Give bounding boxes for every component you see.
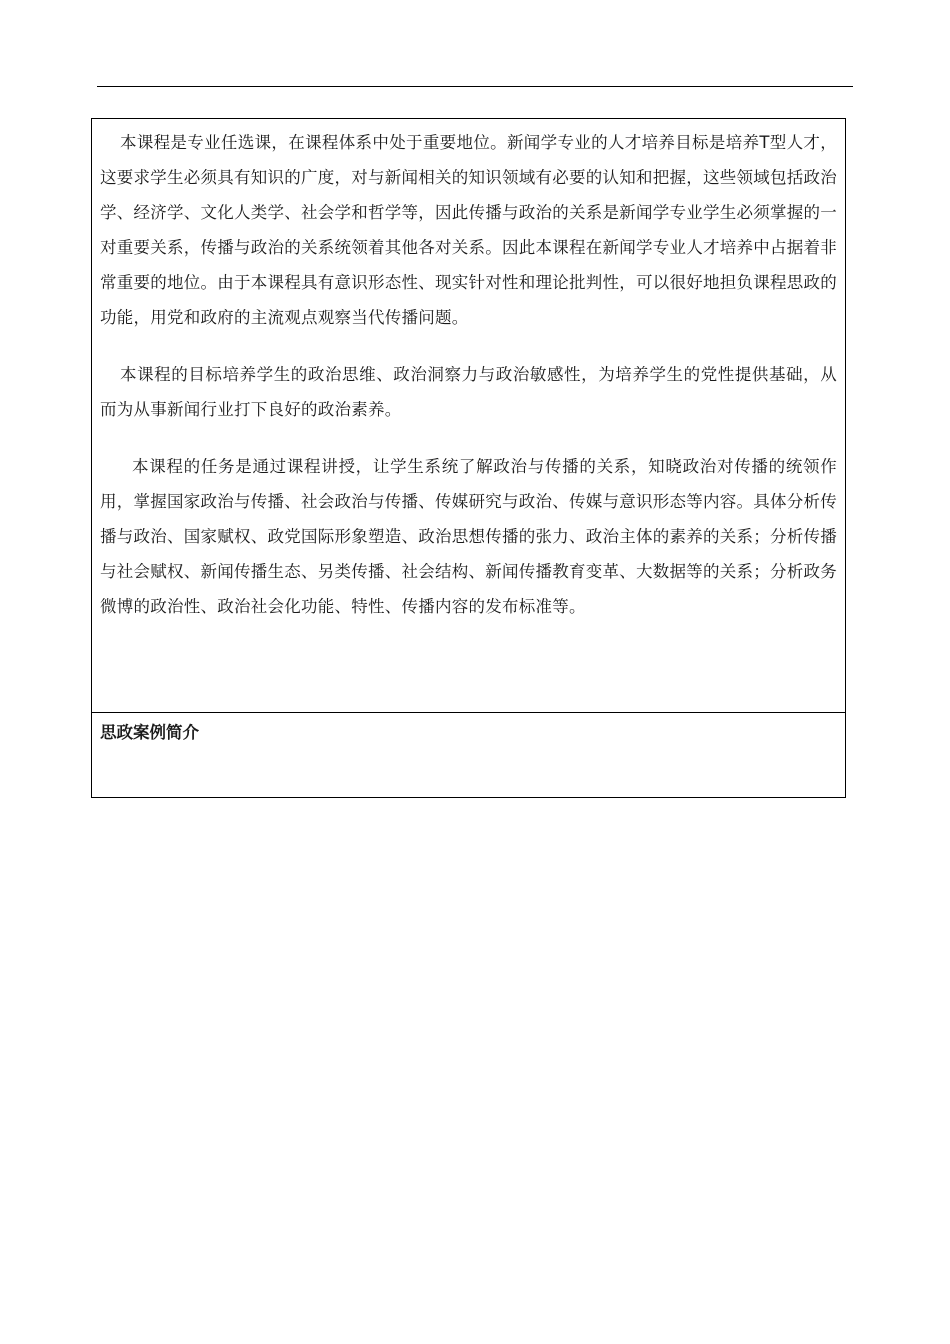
course-intro-paragraph-1: 本课程是专业任选课，在课程体系中处于重要地位。新闻学专业的人才培养目标是培养T型人才，这要求学生必须具有知识的广度，对与新闻相关的知识领域有必要的认知和把握，这些领域包括政治学、经济学、文化人类学、社会学和哲学等，因此传播与政治的关系是新闻学专业学生必须掌握的一对重要关系，传播与政治的关系统领着其他各对关系。因此本课程在新闻学专业人才培养中占据着非常重要的地位。由于本课程具有意识形态性、现实针对性和理论批判性，可以很好地担负课程思政的功能，用党和政府的主流观点观察当代传播问题。 bbox=[100, 133, 837, 327]
course-intro-paragraph-3: 本课程的任务是通过课程讲授，让学生系统了解政治与传播的关系，知晓政治对传播的统领作用，掌握国家政治与传播、社会政治与传播、传媒研究与政治、传媒与意识形态等内容。具体分析传播与政治、国家赋权、政党国际形象塑造、政治思想传播的张力、政治主体的素养的关系；分析传播与社会赋权、新闻传播生态、另类传播、社会结构、新闻传播教育变革、大数据等的关系；分析政务微博的政治性、政治社会化功能、特性、传播内容的发布标准等。 bbox=[100, 457, 837, 616]
course-intro-paragraph-2: 本课程的目标培养学生的政治思维、政治洞察力与政治敏感性，为培养学生的党性提供基础，从而为从事新闻行业打下良好的政治素养。 bbox=[100, 365, 837, 419]
course-info-table bbox=[91, 118, 846, 798]
page-header-rule bbox=[97, 86, 853, 87]
case-intro-cell bbox=[92, 713, 845, 797]
course-intro-cell bbox=[92, 119, 845, 713]
case-intro-heading: 思政案例简介 bbox=[100, 723, 199, 742]
